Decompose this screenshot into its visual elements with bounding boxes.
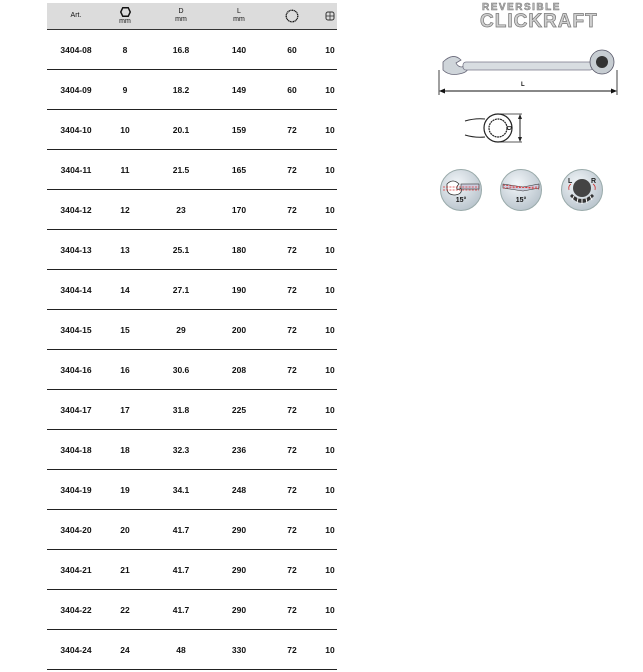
cell-size: 16 <box>120 364 130 375</box>
table-row <box>47 510 337 550</box>
cell-size: 18 <box>120 444 130 455</box>
cell-art: 3404-16 <box>60 364 92 375</box>
cell-art: 3404-08 <box>60 44 92 55</box>
cell-art: 3404-17 <box>60 404 92 415</box>
cell-d: 16.8 <box>172 44 190 55</box>
cell-d: 25.1 <box>172 244 190 255</box>
cell-size: 14 <box>120 284 130 295</box>
cell-d: 18.2 <box>172 84 190 95</box>
cell-art: 3404-22 <box>60 604 92 615</box>
cell-pack: 10 <box>325 444 335 455</box>
table-row <box>47 550 337 590</box>
length-label: L <box>521 82 525 88</box>
cell-l: 248 <box>231 484 247 495</box>
product-illustrations <box>420 0 630 230</box>
cell-d: 48 <box>176 644 186 655</box>
cell-art: 3404-15 <box>60 324 92 335</box>
cell-pack: 10 <box>325 204 335 215</box>
cell-l: 165 <box>231 164 247 175</box>
header-size-unit: mm <box>119 17 131 25</box>
cell-teeth: 72 <box>287 324 297 335</box>
cell-size: 20 <box>120 524 130 535</box>
cell-d: 30.6 <box>172 364 190 375</box>
reversible-ratchet-icon <box>562 170 602 210</box>
cell-pack: 10 <box>325 644 335 655</box>
diameter-label: D <box>505 125 512 131</box>
cell-pack: 10 <box>325 124 335 135</box>
cell-d: 41.7 <box>172 524 190 535</box>
cell-d: 27.1 <box>172 284 190 295</box>
cell-pack: 10 <box>325 44 335 55</box>
cell-l: 225 <box>231 404 247 415</box>
cell-teeth: 72 <box>287 604 297 615</box>
rotation-right-label: R <box>590 178 596 185</box>
cell-size: 9 <box>122 84 128 95</box>
cell-size: 10 <box>120 124 130 135</box>
cell-d: 41.7 <box>172 604 190 615</box>
cell-l: 290 <box>231 604 247 615</box>
side-angle-badge <box>500 169 542 211</box>
cell-d: 23 <box>176 204 186 215</box>
cell-art: 3404-11 <box>60 164 92 175</box>
header-art: Art. <box>70 12 82 19</box>
cell-pack: 10 <box>325 604 335 615</box>
header-size <box>105 7 145 26</box>
cell-l: 180 <box>231 244 247 255</box>
table-row <box>47 590 337 630</box>
table-row <box>47 70 337 110</box>
table-row <box>47 270 337 310</box>
header-teeth <box>261 9 323 23</box>
cell-l: 149 <box>231 84 247 95</box>
cell-pack: 10 <box>325 84 335 95</box>
header-l <box>217 8 261 24</box>
cell-l: 290 <box>231 564 247 575</box>
offset-angle-icon <box>441 170 481 210</box>
gear-ring-icon <box>285 9 299 23</box>
brand-line2: CLICKRAFT <box>480 11 598 32</box>
table-row <box>47 30 337 70</box>
cell-l: 159 <box>231 124 247 135</box>
header-l-label: L <box>237 8 241 15</box>
cell-teeth: 72 <box>287 244 297 255</box>
cell-size: 11 <box>120 164 130 175</box>
cell-l: 330 <box>231 644 247 655</box>
cell-d: 21.5 <box>172 164 190 175</box>
table-row <box>47 310 337 350</box>
header-d <box>145 8 217 24</box>
cell-d: 31.8 <box>172 404 190 415</box>
cell-teeth: 72 <box>287 204 297 215</box>
header-d-label: D <box>178 8 184 15</box>
ring-end-diagram <box>460 108 530 148</box>
cell-art: 3404-14 <box>60 284 92 295</box>
header-d-unit: mm <box>175 16 187 23</box>
table-row <box>47 630 337 670</box>
cell-size: 15 <box>120 324 130 335</box>
table-header <box>47 3 337 30</box>
table-row <box>47 390 337 430</box>
cell-pack: 10 <box>325 404 335 415</box>
offset-angle-label: 15° <box>455 197 467 204</box>
cell-pack: 10 <box>325 484 335 495</box>
cell-art: 3404-18 <box>60 444 92 455</box>
header-pack <box>323 11 337 21</box>
cell-l: 236 <box>231 444 247 455</box>
cell-art: 3404-24 <box>60 644 92 655</box>
cell-teeth: 72 <box>287 444 297 455</box>
table-row <box>47 110 337 150</box>
cell-art: 3404-19 <box>60 484 92 495</box>
cell-teeth: 72 <box>287 164 297 175</box>
cell-pack: 10 <box>325 524 335 535</box>
offset-angle-badge <box>440 169 482 211</box>
cell-teeth: 60 <box>287 84 297 95</box>
product-table <box>47 3 337 670</box>
wrench-diagram <box>435 40 625 95</box>
cell-teeth: 72 <box>287 484 297 495</box>
table-row <box>47 430 337 470</box>
table-row <box>47 350 337 390</box>
cell-size: 13 <box>120 244 130 255</box>
table-row <box>47 230 337 270</box>
cell-art: 3404-12 <box>60 204 92 215</box>
reversible-badge <box>561 169 603 211</box>
cell-teeth: 72 <box>287 124 297 135</box>
cell-pack: 10 <box>325 364 335 375</box>
cell-size: 24 <box>120 644 130 655</box>
cell-teeth: 72 <box>287 564 297 575</box>
cell-l: 290 <box>231 524 247 535</box>
cell-pack: 10 <box>325 164 335 175</box>
cell-d: 32.3 <box>172 444 190 455</box>
side-angle-label: 15° <box>515 197 527 204</box>
cell-pack: 10 <box>325 244 335 255</box>
cell-d: 34.1 <box>172 484 190 495</box>
cell-pack: 10 <box>325 564 335 575</box>
cell-size: 8 <box>122 44 128 55</box>
package-icon <box>325 11 335 21</box>
header-l-unit: mm <box>233 16 245 23</box>
cell-d: 29 <box>176 324 186 335</box>
cell-art: 3404-10 <box>60 124 92 135</box>
rotation-left-label: L <box>568 178 573 185</box>
cell-size: 19 <box>120 484 130 495</box>
cell-size: 17 <box>120 404 130 415</box>
brand-line1: REVERSIBLE <box>482 2 561 13</box>
cell-l: 208 <box>231 364 247 375</box>
cell-pack: 10 <box>325 284 335 295</box>
cell-teeth: 72 <box>287 524 297 535</box>
cell-d: 20.1 <box>172 124 190 135</box>
cell-art: 3404-21 <box>60 564 92 575</box>
cell-teeth: 72 <box>287 284 297 295</box>
cell-l: 200 <box>231 324 247 335</box>
table-row <box>47 470 337 510</box>
cell-pack: 10 <box>325 324 335 335</box>
cell-size: 21 <box>120 564 130 575</box>
cell-art: 3404-09 <box>60 84 92 95</box>
table-row <box>47 150 337 190</box>
table-row <box>47 190 337 230</box>
cell-art: 3404-20 <box>60 524 92 535</box>
hex-nut-icon <box>120 7 131 17</box>
cell-teeth: 60 <box>287 44 297 55</box>
cell-size: 22 <box>120 604 130 615</box>
cell-teeth: 72 <box>287 644 297 655</box>
side-angle-icon <box>501 170 541 210</box>
cell-art: 3404-13 <box>60 244 92 255</box>
cell-d: 41.7 <box>172 564 190 575</box>
cell-l: 170 <box>231 204 247 215</box>
cell-size: 12 <box>120 204 130 215</box>
cell-teeth: 72 <box>287 404 297 415</box>
cell-l: 190 <box>231 284 247 295</box>
cell-l: 140 <box>231 44 247 55</box>
cell-teeth: 72 <box>287 364 297 375</box>
